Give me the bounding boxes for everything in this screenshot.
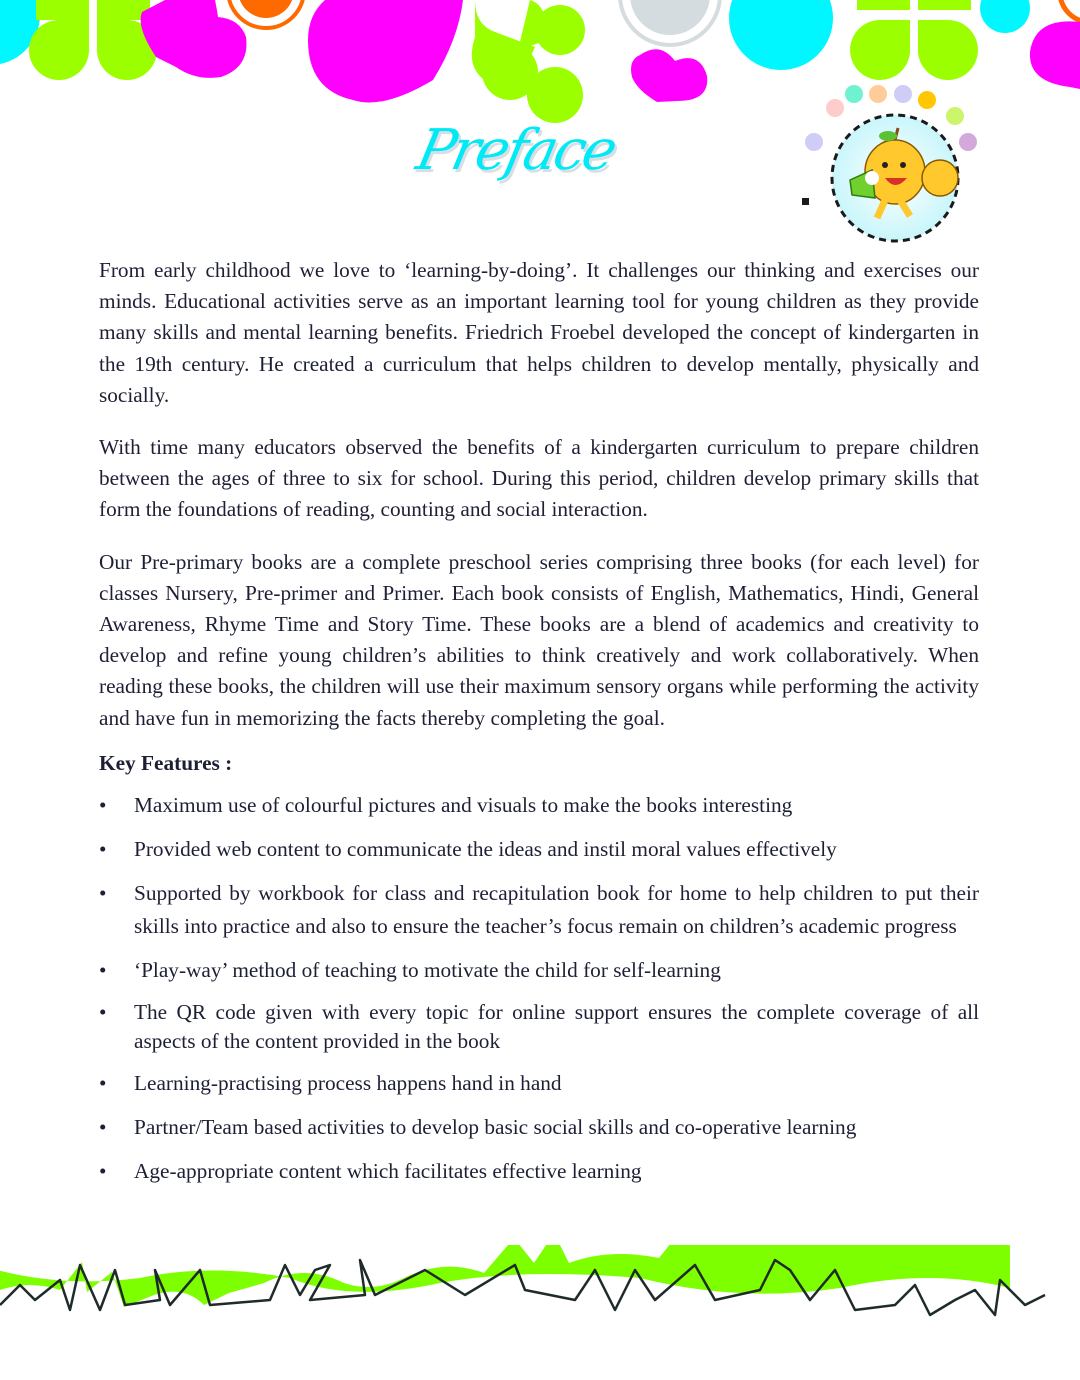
list-item: • Provided web content to communicate the ideas and instil moral values effectively [99, 833, 979, 866]
bullet-icon: • [99, 1115, 107, 1140]
key-features-heading: Key Features : [99, 750, 233, 775]
mascot-icon [800, 80, 990, 250]
bullet-icon: • [99, 1071, 107, 1096]
grass-footer-decoration [0, 1245, 1080, 1355]
key-features-list [99, 789, 979, 1188]
list-item: • The QR code given with every topic for online support ensures the complete coverage of all aspects of the content provided in the book [99, 1000, 979, 1054]
bullet-icon: • [99, 1159, 107, 1184]
preface-content [99, 255, 979, 1199]
paragraph-2: With time many educators observed the benefits of a kindergarten curriculum to prepare children between the ages of three to six for school. During this period, children develop primary skills that form the foundations of reading, counting and social interaction. [99, 435, 979, 522]
paragraph-3: Our Pre-primary books are a complete preschool series comprising three books (for each level) for classes Nursery, Pre-primer and Primer. Each book consists of English, Mathematics, Hindi, General Awareness, Rhyme Time and Story Time. These books are a blend of academics and creativity to develop and refine young children’s abilities to think creatively and work collaboratively. When reading these books, the children will use their maximum sensory organs while performing the activity and have fun in memorizing the facts thereby completing the goal. [99, 549, 979, 730]
list-item: • Age-appropriate content which facilitates effective learning [99, 1155, 979, 1188]
list-item: • Supported by workbook for class and recapitulation book for home to help children to put their skills into practice and also to ensure the teacher’s focus remain on children’s academic progress [99, 877, 979, 943]
paragraph-1: From early childhood we love to ‘learning-by-doing’. It challenges our thinking and exercises our minds. Educational activities serve as an important learning tool for young children as they provide many skills and mental learning benefits. Friedrich Froebel developed the concept of kindergarten in the 19th century. He created a curriculum that helps children to develop mentally, physically and socially. [99, 258, 979, 407]
bullet-icon: • [99, 958, 107, 983]
bullet-icon: • [99, 1000, 107, 1025]
bullet-icon: • [99, 837, 107, 862]
list-item: • Maximum use of colourful pictures and visuals to make the books interesting [99, 789, 979, 822]
page-title: Preface [411, 118, 621, 183]
bullet-icon: • [99, 793, 107, 818]
list-item: • Learning-practising process happens hand in hand [99, 1067, 979, 1100]
bullet-icon: • [99, 881, 107, 906]
list-item: • ‘Play-way’ method of teaching to motivate the child for self-learning [99, 954, 979, 987]
list-item: • Partner/Team based activities to develop basic social skills and co-operative learning [99, 1111, 979, 1144]
